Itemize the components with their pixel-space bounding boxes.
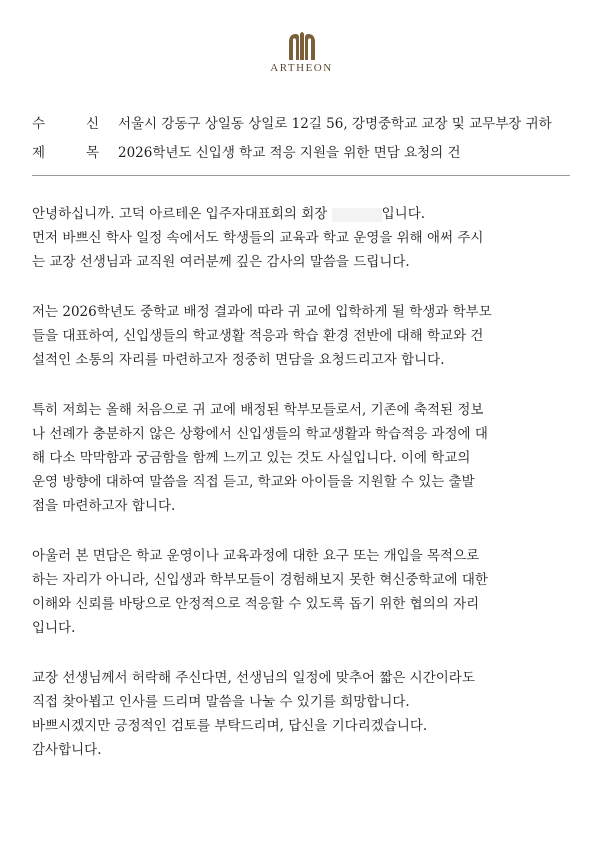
recipient-label-1: 수 (32, 116, 46, 132)
recipient-label-2: 신 (86, 116, 100, 132)
paragraph-line: 해 다소 막막함과 궁금함을 함께 느끼고 있는 것도 사실입니다. 이에 학교의 (32, 450, 471, 466)
paragraph-line: 특히 저희는 올해 처음으로 귀 교에 배정된 학부모들로서, 기존에 축적된 정보 (32, 402, 484, 418)
paragraph-line: 설적인 소통의 자리를 마련하고자 정중히 면담을 요청드리고자 합니다. (32, 352, 445, 368)
paragraph-line: 들을 대표하여, 신입생들의 학교생활 적응과 학습 환경 전반에 대해 학교와 건 (32, 328, 484, 344)
header-divider (32, 175, 570, 176)
paragraph-line: 바쁘시겠지만 긍정적인 검토를 부탁드리며, 답신을 기다리겠습니다. (32, 718, 428, 734)
recipient-value: 서울시 강동구 상일동 상일로 12길 56, 강명중학교 교장 및 교무부장 귀하 (118, 116, 552, 132)
paragraph-line: 입니다. (32, 620, 76, 636)
greeting-end: 입니다. (381, 206, 426, 222)
artheon-logo-icon (285, 30, 319, 60)
paragraph-line: 운영 방향에 대하여 말씀을 직접 듣고, 학교와 아이들을 지원할 수 있는 출발 (32, 474, 475, 490)
paragraph-line: 아울러 본 면담은 학교 운영이나 교육과정에 대한 요구 또는 개입을 목적으로 (32, 548, 480, 564)
paragraph-line: 하는 자리가 아니라, 신입생과 학부모들이 경험해보지 못한 혁신중학교에 대한 (32, 572, 488, 588)
subject-label-1: 제 (32, 145, 46, 161)
letter-body (32, 202, 572, 762)
subject-value: 2026학년도 신입생 학교 적응 지원을 위한 면담 요청의 건 (118, 145, 461, 161)
paragraph-line: 저는 2026학년도 중학교 배정 결과에 따라 귀 교에 입학하게 될 학생과 학부모 (32, 304, 492, 320)
paragraph-line: 직접 찾아뵙고 인사를 드리며 말씀을 나눌 수 있기를 희망합니다. (32, 694, 410, 710)
paragraph-line: 는 교장 선생님과 교직원 여러분께 깊은 감사의 말씀을 드립니다. (32, 254, 410, 270)
logo-wordmark: ARTHEON (270, 62, 333, 74)
greeting-text: 안녕하십니까. 고덕 아르테온 입주자대표회의 회장 (32, 206, 328, 222)
paragraph-line: 교장 선생님께서 허락해 주신다면, 선생님의 일정에 맞추어 짧은 시간이라도 (32, 670, 475, 686)
paragraph-line: 이해와 신뢰를 바탕으로 안정적으로 적응할 수 있도록 돕기 위한 협의의 자리 (32, 596, 480, 612)
paragraph-line: 나 선례가 충분하지 않은 상황에서 신입생들의 학교생활과 학습적응 과정에 대 (32, 426, 488, 442)
paragraph-line: 감사합니다. (32, 742, 102, 758)
paragraph-line: 점을 마련하고자 합니다. (32, 498, 176, 514)
artheon-logo (0, 30, 603, 74)
subject-label-2: 목 (86, 145, 100, 161)
paragraph-line: 먼저 바쁘신 학사 일정 속에서도 학생들의 교육과 학교 운영을 위해 애써 주시 (32, 230, 484, 246)
redacted-name (332, 208, 382, 222)
greeting-line (32, 202, 572, 226)
